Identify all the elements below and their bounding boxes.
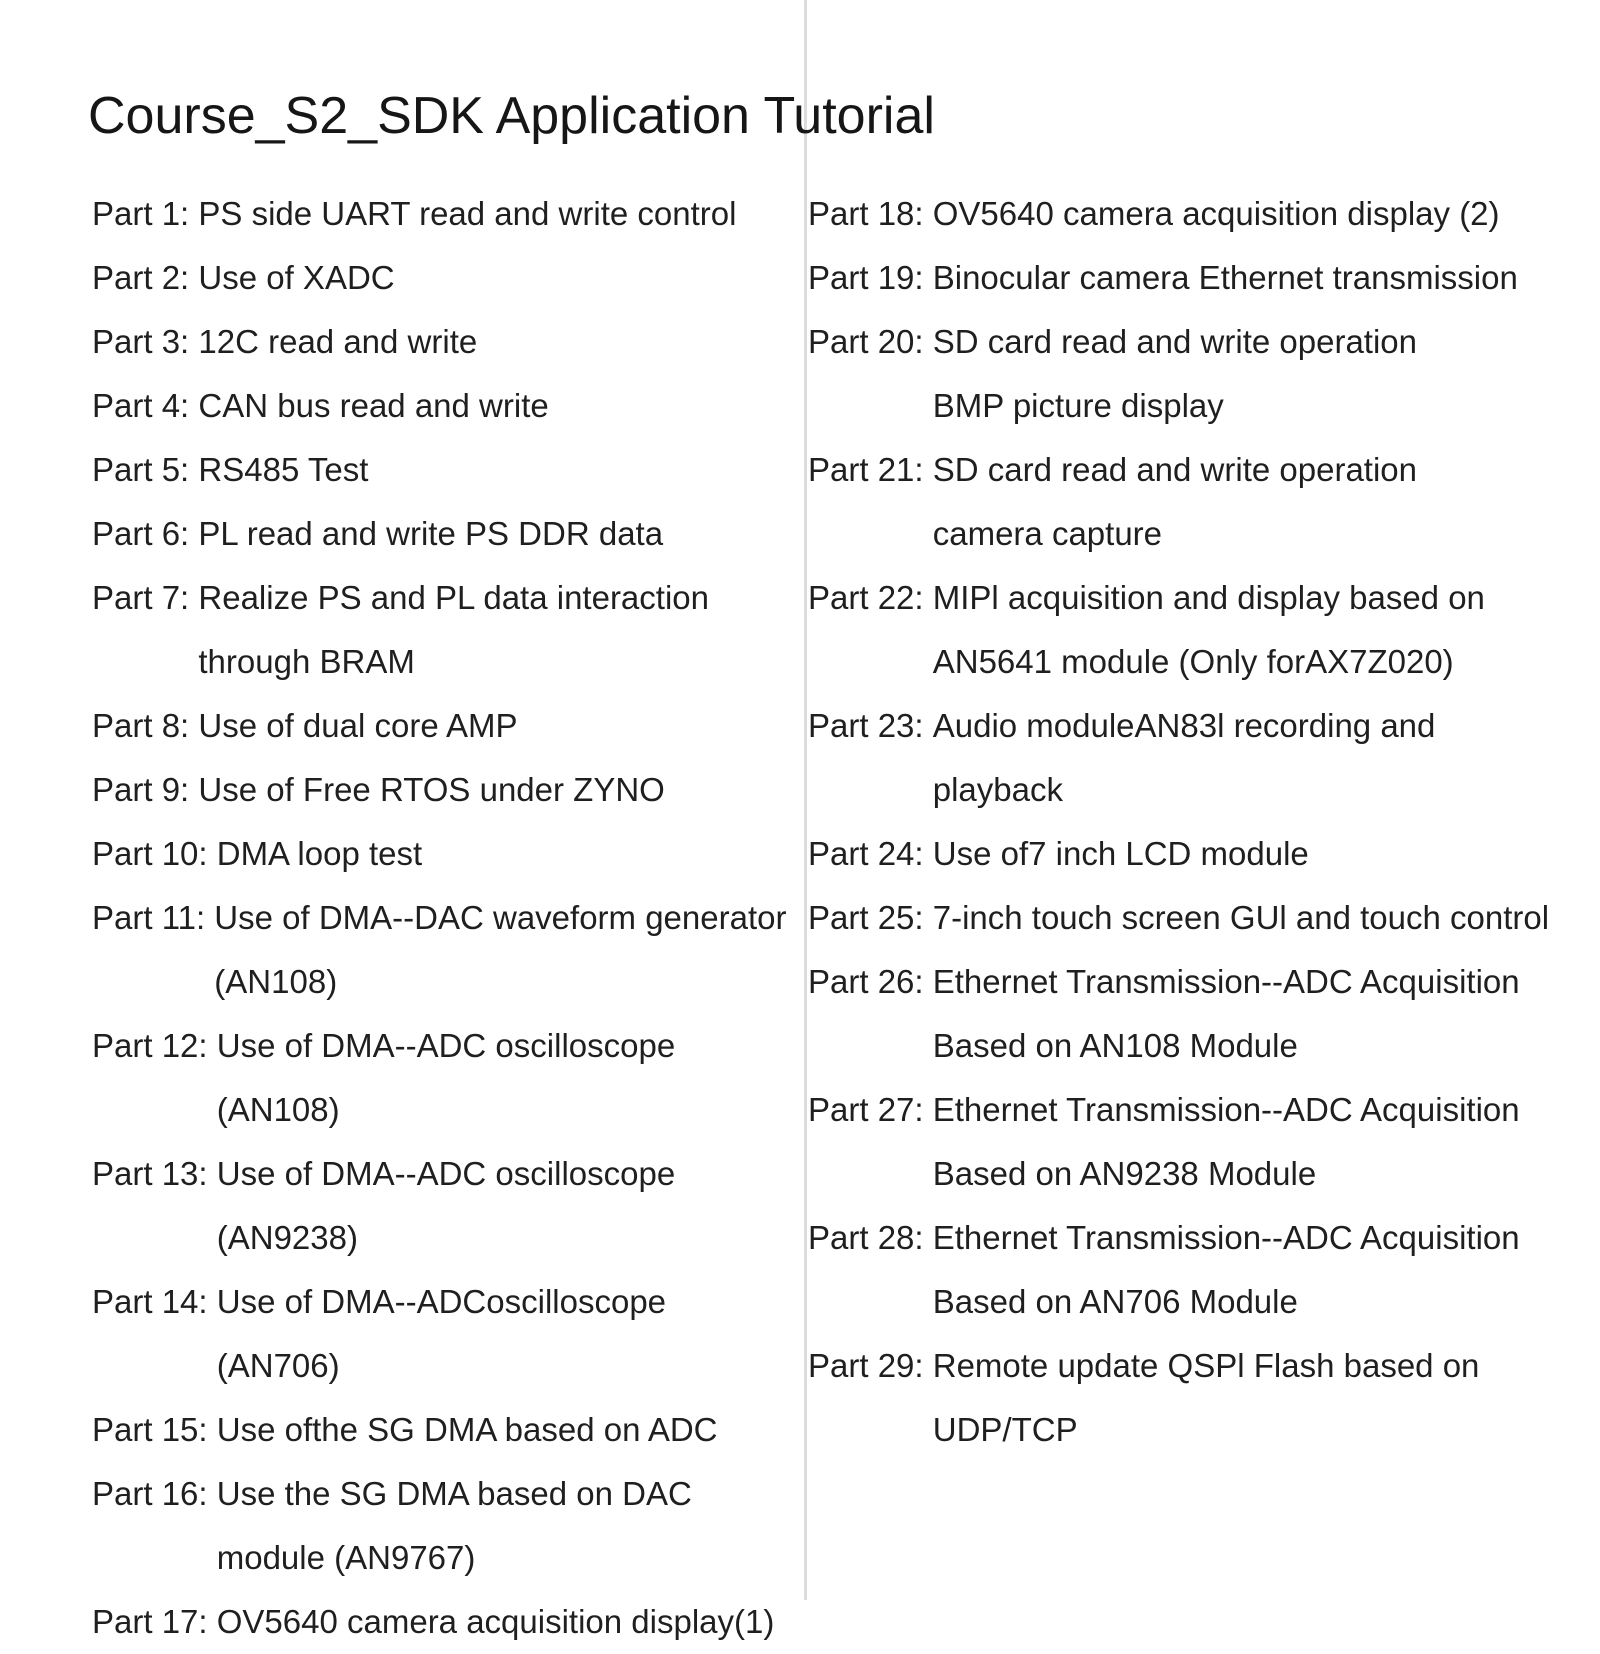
part-title: [933, 950, 1520, 1078]
part-number: Part 13:: [92, 1155, 217, 1192]
part-title: [933, 1078, 1520, 1206]
part-title-line: PL read and write PS DDR data: [198, 515, 664, 552]
part-title-line: module (AN9767): [216, 1539, 476, 1576]
part-number: Part 3:: [92, 323, 199, 360]
part-item: [808, 950, 1598, 1078]
part-title-line: playback: [932, 771, 1063, 808]
part-item: [808, 182, 1598, 246]
page-title: Course_S2_SDK Application Tutorial: [88, 87, 935, 145]
part-number: Part 25:: [808, 899, 933, 936]
part-number: Part 6:: [92, 515, 199, 552]
part-title: [933, 310, 1417, 438]
part-title-line: 7-inch touch screen GUl and touch control: [932, 899, 1550, 936]
part-item: [92, 694, 797, 758]
part-title-line: Use of7 inch LCD module: [932, 835, 1309, 872]
part-title-line: MIPl acquisition and display based on: [932, 579, 1485, 616]
part-item: [92, 822, 797, 886]
part-item: [808, 566, 1598, 694]
part-title-line: Use of XADC: [198, 259, 395, 296]
part-title-line: DMA loop test: [216, 835, 423, 872]
part-title-line: Binocular camera Ethernet transmission: [932, 259, 1518, 296]
part-number: Part 5:: [92, 451, 199, 488]
part-title-line: Based on AN9238 Module: [932, 1155, 1317, 1192]
part-item: [92, 1014, 797, 1142]
part-title-line: Use of dual core AMP: [198, 707, 518, 744]
part-number: Part 15:: [92, 1411, 217, 1448]
part-title-line: Ethernet Transmission--ADC Acquisition: [932, 963, 1520, 1000]
part-title-line: RS485 Test: [198, 451, 369, 488]
part-number: Part 4:: [92, 387, 199, 424]
part-number: Part 12:: [92, 1027, 217, 1064]
part-title: [933, 1334, 1480, 1462]
part-title: [933, 822, 1309, 886]
part-title-line: Realize PS and PL data interaction: [198, 579, 709, 616]
part-title: [217, 1398, 718, 1462]
part-number: Part 2:: [92, 259, 199, 296]
part-title-line: AN5641 module (Only forAX7Z020): [932, 643, 1454, 680]
part-title-line: Use of DMA--ADC oscilloscope (AN108): [216, 1027, 676, 1128]
part-title: [933, 246, 1518, 310]
part-number: Part 17:: [92, 1603, 217, 1640]
part-title: [933, 438, 1417, 566]
part-title-line: Ethernet Transmission--ADC Acquisition: [932, 1219, 1520, 1256]
part-title-line: BMP picture display: [932, 387, 1224, 424]
part-item: [808, 1334, 1598, 1462]
part-title: [198, 502, 663, 566]
part-title-line: Use of DMA--DAC waveform generator: [214, 899, 787, 936]
part-title-line: Use of DMA--ADCoscilloscope (AN706): [216, 1283, 667, 1384]
part-title: [198, 566, 709, 694]
part-title-line: Remote update QSPl Flash based on: [932, 1347, 1480, 1384]
part-number: Part 28:: [808, 1219, 933, 1256]
part-title-line: 12C read and write: [198, 323, 478, 360]
part-title: [198, 182, 736, 246]
part-number: Part 9:: [92, 771, 199, 808]
part-title: [214, 886, 786, 1014]
part-title: [933, 182, 1500, 246]
part-item: [808, 246, 1598, 310]
part-title: [217, 1014, 797, 1142]
part-title: [198, 310, 477, 374]
part-number: Part 18:: [808, 195, 933, 232]
part-number: Part 16:: [92, 1475, 217, 1512]
part-title-line: (AN108): [214, 963, 338, 1000]
part-title-line: OV5640 camera acquisition display (2): [932, 195, 1500, 232]
part-item: [808, 822, 1598, 886]
part-title: [198, 246, 394, 310]
part-item: [92, 438, 797, 502]
part-number: Part 7:: [92, 579, 199, 616]
part-title: [217, 1270, 797, 1398]
part-title: [933, 566, 1485, 694]
part-title-line: Ethernet Transmission--ADC Acquisition: [932, 1091, 1520, 1128]
part-number: Part 1:: [92, 195, 199, 232]
part-title: [198, 694, 517, 758]
part-item: [808, 310, 1598, 438]
part-item: [92, 566, 797, 694]
part-item: [92, 1462, 797, 1590]
part-title-line: Use of DMA--ADC oscilloscope (AN9238): [216, 1155, 676, 1256]
right-part-list: [808, 182, 1598, 1462]
part-title: [217, 1462, 692, 1590]
part-number: Part 11:: [92, 899, 215, 936]
part-title: [933, 1206, 1520, 1334]
part-item: [808, 1078, 1598, 1206]
part-number: Part 23:: [808, 707, 933, 744]
part-title-line: Based on AN108 Module: [932, 1027, 1298, 1064]
part-title-line: Use of Free RTOS under ZYNO: [198, 771, 665, 808]
part-title-line: Audio moduleAN83l recording and: [932, 707, 1436, 744]
part-title-line: CAN bus read and write: [198, 387, 549, 424]
part-number: Part 20:: [808, 323, 933, 360]
part-title: [198, 374, 548, 438]
part-item: [808, 1206, 1598, 1334]
part-number: Part 8:: [92, 707, 199, 744]
part-title-line: camera capture: [932, 515, 1163, 552]
column-divider: [804, 0, 807, 1600]
part-item: [92, 310, 797, 374]
part-title: [217, 822, 422, 886]
part-number: Part 22:: [808, 579, 933, 616]
part-number: Part 26:: [808, 963, 933, 1000]
part-title-line: SD card read and write operation: [932, 451, 1418, 488]
part-item: [92, 1142, 797, 1270]
part-number: Part 14:: [92, 1283, 217, 1320]
part-number: Part 29:: [808, 1347, 933, 1384]
part-item: [92, 182, 797, 246]
part-item: [92, 374, 797, 438]
part-number: Part 24:: [808, 835, 933, 872]
part-item: [92, 1270, 797, 1398]
part-title-line: Based on AN706 Module: [932, 1283, 1298, 1320]
part-title-line: OV5640 camera acquisition display(1): [216, 1603, 775, 1640]
part-number: Part 19:: [808, 259, 933, 296]
part-item: [92, 1398, 797, 1462]
part-title: [933, 886, 1549, 950]
part-title: [217, 1142, 797, 1270]
part-item: [808, 694, 1598, 822]
part-number: Part 27:: [808, 1091, 933, 1128]
part-title-line: Use the SG DMA based on DAC: [216, 1475, 692, 1512]
part-item: [808, 438, 1598, 566]
part-item: [92, 758, 797, 822]
part-title: [198, 758, 664, 822]
part-item: [92, 502, 797, 566]
left-part-list: [92, 182, 797, 1654]
part-title-line: SD card read and write operation: [932, 323, 1418, 360]
part-title-line: PS side UART read and write control: [198, 195, 737, 232]
part-title-line: UDP/TCP: [932, 1411, 1078, 1448]
part-title: [933, 694, 1436, 822]
part-title-line: through BRAM: [198, 643, 415, 680]
part-title: [198, 438, 368, 502]
part-title-line: Use ofthe SG DMA based on ADC: [216, 1411, 718, 1448]
part-item: [92, 246, 797, 310]
part-item: [92, 886, 797, 1014]
part-item: [808, 886, 1598, 950]
part-number: Part 21:: [808, 451, 933, 488]
part-number: Part 10:: [92, 835, 217, 872]
